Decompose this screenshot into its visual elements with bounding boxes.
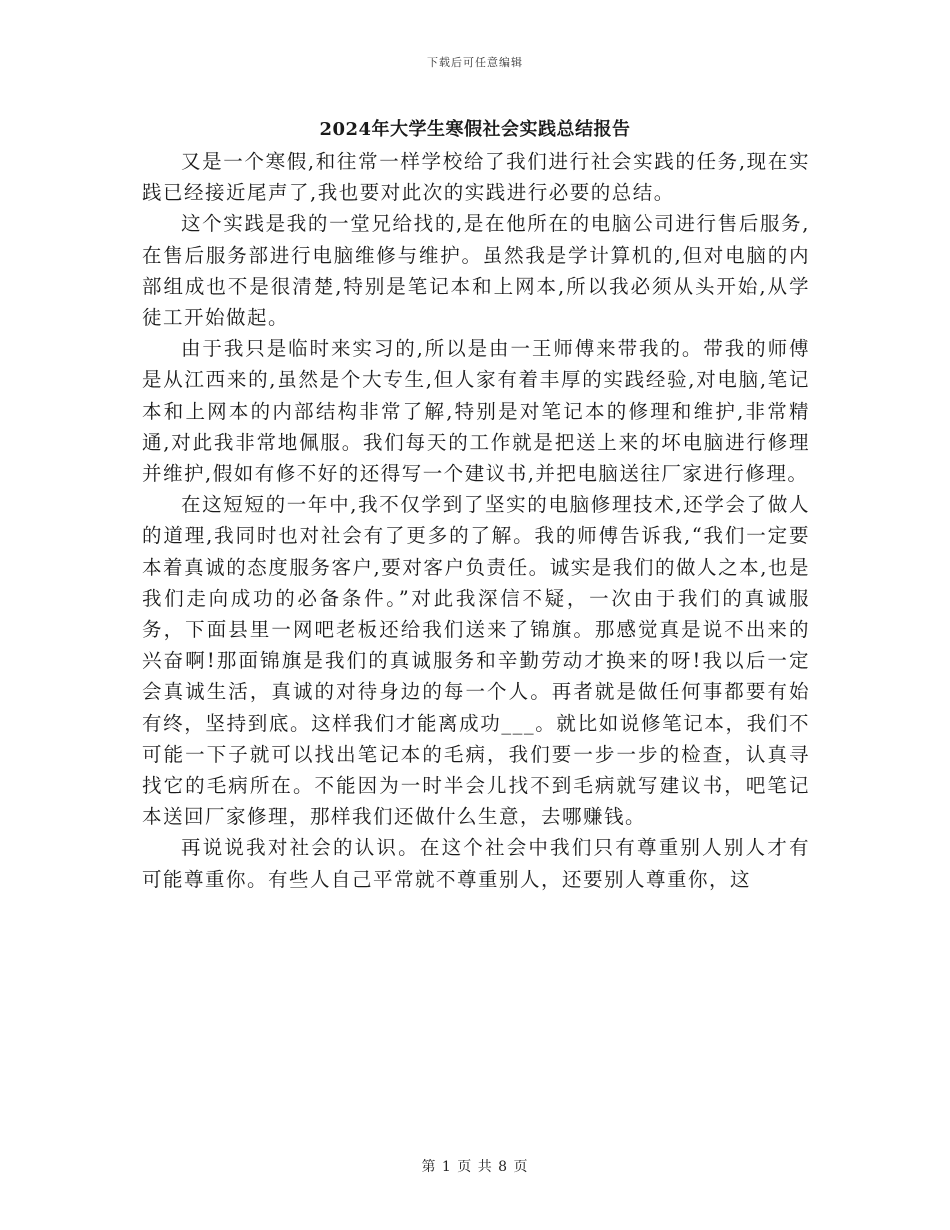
page-number: 第 1 页 共 8 页	[421, 1159, 529, 1175]
paragraph-1: 又是一个寒假,和往常一样学校给了我们进行社会实践的任务,现在实践已经接近尾声了,我也要对此次的实践进行必要的总结。	[142, 150, 810, 205]
paragraph-3: 由于我只是临时来实习的,所以是由一王师傅来带我的。带我的师傅是从江西来的,虽然是个大专生,但人家有着丰厚的实践经验,对电脑,笔记本和上网本的内部结构非常了解,特别是对笔记本的修理和维护,非常精通,对此我非常地佩服。我们每天的工作就是把送上来的坏电脑进行修理并维护,假如有修不好的还得写一个建议书,并把电脑送往厂家进行修理。	[142, 337, 810, 486]
paragraph-4: 在这短短的一年中,我不仅学到了坚实的电脑修理技术,还学会了做人的道理,我同时也对社会有了更多的了解。我的师傅告诉我,“我们一定要本着真诚的态度服务客户,要对客户负责任。诚实是我们的做人之本,也是我们走向成功的必备条件。”对此我深信不疑，一次由于我们的真诚服务，下面县里一网吧老板还给我们送来了锦旗。那感觉真是说不出来的兴奋啊!那面锦旗是我们的真诚服务和辛勤劳动才换来的呀!我以后一定会真诚生活，真诚的对待身边的每一个人。再者就是做任何事都要有始有终，坚持到底。这样我们才能离成功___。就比如说修笔记本，我们不可能一下子就可以找出笔记本的毛病，我们要一步一步的检查，认真寻找它的毛病所在。不能因为一时半会儿找不到毛病就写建议书，吧笔记本送回厂家修理，那样我们还做什么生意，去哪赚钱。	[142, 493, 810, 829]
paragraph-5: 再说说我对社会的认识。在这个社会中我们只有尊重别人别人才有可能尊重你。有些人自己平常就不尊重别人，还要别人尊重你，这	[142, 836, 810, 891]
document-body	[142, 146, 810, 895]
header-note: 下载后可任意编辑	[427, 56, 523, 69]
document-title: 2024年大学生寒假社会实践总结报告	[319, 119, 631, 140]
paragraph-2: 这个实践是我的一堂兄给找的,是在他所在的电脑公司进行售后服务,在售后服务部进行电脑维修与维护。虽然我是学计算机的,但对电脑的内部组成也不是很清楚,特别是笔记本和上网本,所以我必须从头开始,从学徒工开始做起。	[142, 212, 810, 330]
